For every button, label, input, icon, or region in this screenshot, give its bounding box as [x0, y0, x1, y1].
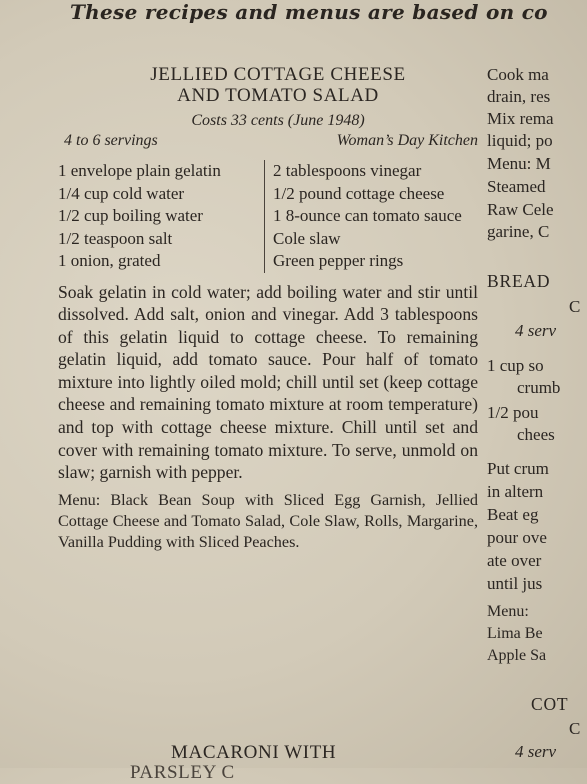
ingredient-item: Green pepper rings: [273, 251, 404, 270]
right-text-line: pour ove: [487, 528, 547, 547]
servings-row: [58, 132, 478, 150]
right-menu-line: Apple Sa: [487, 647, 547, 664]
next-recipe-title-cutoff: PARSLEY C: [130, 762, 235, 783]
recipe-menu: Menu: Black Bean Soup with Sliced Egg Garnish, Jellied Cottage Cheese and Tomato Salad, Cole Slaw, Rolls, Margarine, Vanilla Pudding with Sliced Peaches.: [58, 490, 478, 552]
right-menu-line: Lima Be: [487, 625, 543, 642]
right-text-line: Cook ma: [487, 65, 549, 84]
next-recipe-title: MACARONI WITH: [171, 742, 337, 763]
recipe-servings: 4 to 6 servings: [64, 132, 158, 149]
right-text-line: Menu: M: [487, 154, 551, 173]
ingredients-right-column: [265, 160, 478, 273]
recipe-cost: Costs 33 cents (June 1948): [191, 112, 365, 129]
right-text-line: ate over: [487, 551, 542, 570]
right-text-line: C: [569, 719, 581, 738]
right-text-line: Mix rema: [487, 109, 554, 128]
right-menu-line: Menu:: [487, 603, 529, 620]
right-text-line: C: [569, 297, 581, 316]
right-text-line: Raw Cele: [487, 200, 554, 219]
right-text-line: in altern: [487, 482, 544, 501]
recipe-title-line1: JELLIED COTTAGE CHEESE: [150, 64, 406, 85]
right-text-line: chees: [517, 425, 555, 444]
right-text-line: Put crum: [487, 459, 549, 478]
ingredient-item: 1 8-ounce can tomato sauce: [273, 206, 462, 225]
recipe-title: [78, 64, 478, 106]
ingredient-item: Cole slaw: [273, 228, 341, 248]
recipe-directions: Soak gelatin in cold water; add boiling water and stir until dissolved. Add salt, onion and vinegar. Add 3 tablespoons of this gelatin liquid to cottage cheese. To remaining gelatin liquid, add tomato sauce. Pour half of tomato mixture into lightly oiled mold; chill until set (keep cottage cheese and remaining tomato mixture at room temperature) and top with cottage cheese mixture. Chill until set and cover with remaining tomato mixture. To serve, unmold on slaw; garnish with pepper.: [58, 281, 478, 483]
right-text-line: Steamed: [487, 177, 546, 196]
recipe-column: [58, 64, 478, 553]
ingredient-item: 1/2 teaspoon salt: [58, 228, 173, 248]
ingredient-item: 2 tablespoons vinegar: [273, 161, 422, 180]
right-recipe-title: COT: [531, 694, 569, 714]
right-text-line: until jus: [487, 574, 543, 593]
recipe-source: Woman’s Day Kitchen: [336, 132, 478, 149]
right-text-line: liquid; po: [487, 131, 553, 150]
ingredient-item: 1/2 pound cottage cheese: [273, 183, 445, 203]
ingredients-left-column: [58, 160, 265, 273]
right-servings: 4 serv: [515, 742, 557, 761]
right-text-line: 1 cup so: [487, 356, 544, 375]
recipe-title-line2: AND TOMATO SALAD: [177, 85, 379, 106]
right-recipe-title: BREAD: [487, 271, 551, 291]
right-servings: 4 serv: [515, 321, 557, 340]
right-text-line: Beat eg: [487, 505, 539, 524]
ingredients-table: [58, 160, 478, 273]
page-header: These recipes and menus are based on co: [70, 0, 548, 24]
ingredient-item: 1/2 cup boiling water: [58, 206, 203, 225]
ingredient-item: 1 envelope plain gelatin: [58, 161, 221, 180]
ingredient-item: 1 onion, grated: [58, 251, 161, 270]
right-text-line: garine, C: [487, 222, 550, 241]
right-text-line: 1/2 pou: [487, 403, 539, 422]
ingredient-item: 1/4 cup cold water: [58, 183, 185, 203]
right-text-line: drain, res: [487, 87, 551, 106]
right-text-line: crumb: [517, 378, 561, 397]
